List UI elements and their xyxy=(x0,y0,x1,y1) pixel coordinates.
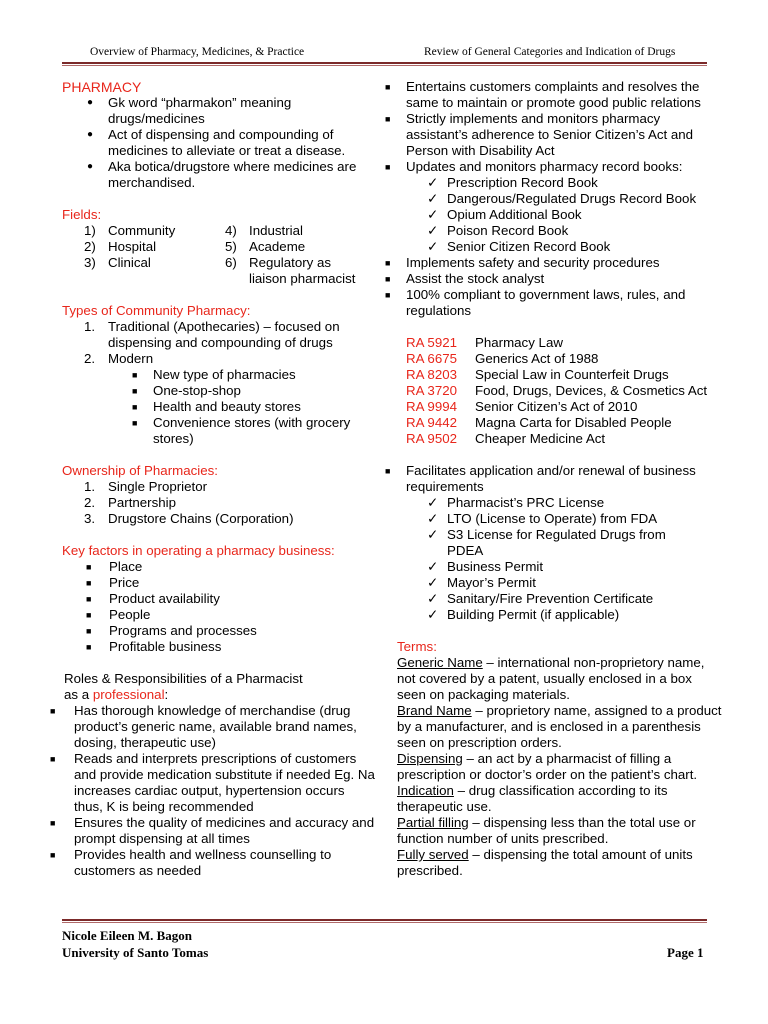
list-item: ✓ Dangerous/Regulated Drugs Record Book xyxy=(427,191,697,206)
fields-grid xyxy=(62,223,377,287)
list-item-text: Reads and interprets prescriptions of customers and provide medication substitute if needed Eg. Na increases cardiac output, hypertension occurs thus, K is being recommended xyxy=(74,751,375,814)
terms-section xyxy=(383,639,723,879)
list-item-text: Business Permit xyxy=(447,559,544,574)
list-item-text: Poison Record Book xyxy=(447,223,569,238)
requirements-list xyxy=(383,495,723,623)
header-rule-thin xyxy=(62,65,707,66)
term-definition: – proprietory name, assigned to a product by a manufacturer, and is enclosed in a parenthesis seen on prescription orders. xyxy=(397,703,722,750)
list-item-text: Price xyxy=(109,575,140,590)
term-definition: – drug classification according to its therapeutic use. xyxy=(397,783,668,814)
list-item: ✓ Sanitary/Fire Prevention Certificate xyxy=(427,591,654,606)
list-item: ● Gk word “pharmakon” meaning drugs/medicines xyxy=(87,95,292,126)
term-entry xyxy=(397,703,723,751)
law-row xyxy=(406,367,723,383)
list-item-text: Health and beauty stores xyxy=(153,399,301,414)
term-entry xyxy=(397,847,723,879)
list-item-text: Updates and monitors pharmacy record books: xyxy=(406,159,683,174)
list-item: 1. Traditional (Apothecaries) – focused on dispensing and compounding of drugs xyxy=(84,319,340,350)
list-item-text: S3 License for Regulated Drugs from PDEA xyxy=(447,527,666,558)
list-item-text: New type of pharmacies xyxy=(153,367,296,382)
law-name: Pharmacy Law xyxy=(475,335,563,350)
term-entry xyxy=(397,655,723,703)
list-item: ■ Price xyxy=(86,575,140,590)
list-item-text: Building Permit (if applicable) xyxy=(447,607,620,622)
list-item xyxy=(62,255,225,271)
term-definition: – dispensing less than the total use or function number of units prescribed. xyxy=(397,815,696,846)
list-item-text: Profitable business xyxy=(109,639,222,654)
term-label: Generic Name xyxy=(397,655,483,670)
list-item: ■ Convenience stores (with grocery stores) xyxy=(132,415,351,446)
list-item-text: Modern xyxy=(108,351,154,366)
list-item xyxy=(225,223,365,239)
list-item-text: Implements safety and security procedures xyxy=(406,255,660,270)
key-factors-heading: Key factors in operating a pharmacy business: xyxy=(62,543,335,558)
list-item: ✓ S3 License for Regulated Drugs from PDEA xyxy=(427,527,666,558)
pharmacy-heading: PHARMACY xyxy=(62,79,142,95)
ownership-heading: Ownership of Pharmacies: xyxy=(62,463,218,478)
list-item xyxy=(62,239,225,255)
list-item: ■ Health and beauty stores xyxy=(132,399,301,414)
list-item-text: Drugstore Chains (Corporation) xyxy=(108,511,294,526)
term-entry xyxy=(397,783,723,815)
term-entry xyxy=(397,815,723,847)
list-item-text: Facilitates application and/or renewal of business requirements xyxy=(406,463,696,494)
footer-rule-thin xyxy=(62,922,707,923)
list-item: ■ Entertains customers complaints and resolves the same to maintain or promote good public relations xyxy=(385,79,701,110)
list-item-text: Academe xyxy=(249,239,306,254)
list-item: ✓ Pharmacist’s PRC License xyxy=(427,495,605,510)
right-column xyxy=(383,79,723,879)
list-item: 2. Modern xyxy=(84,351,154,366)
footer-rule xyxy=(62,919,707,921)
roles-heading-line2: as a professional: xyxy=(64,687,169,702)
list-item: ✓ Business Permit xyxy=(427,559,544,574)
law-number: RA 8203 xyxy=(406,367,458,382)
law-number: RA 9502 xyxy=(406,431,458,446)
list-item: ■ Facilitates application and/or renewal of business requirements xyxy=(385,463,696,494)
item-number: 3) xyxy=(84,255,96,270)
terms-heading: Terms: xyxy=(397,639,437,654)
list-item-text: People xyxy=(109,607,151,622)
roles-list xyxy=(50,703,377,879)
term-entry xyxy=(397,751,723,783)
term-definition: – international non-proprietory name, not covered by a patent, usually enclosed in a box seen on packaging materials. xyxy=(397,655,705,702)
list-item-text: Act of dispensing and compounding of medicines to alleviate or treat a disease. xyxy=(108,127,346,158)
list-item: ■ Reads and interprets prescriptions of customers and provide medication substitute if needed Eg. Na increases cardiac output, hypertension occurs thus, K is being recommended xyxy=(50,751,375,814)
term-label: Brand Name xyxy=(397,703,472,718)
list-item-text: Community xyxy=(108,223,176,238)
list-item-text: Has thorough knowledge of merchandise (drug product’s generic name, available brand names, dosing, therapeutic use) xyxy=(74,703,357,750)
term-definition: – an act by a pharmacist of filling a prescription or doctor’s order on the patient’s chart. xyxy=(397,751,698,782)
page-number: Page 1 xyxy=(667,945,704,960)
term-label: Dispensing xyxy=(397,751,463,766)
record-books-list xyxy=(383,175,723,255)
list-item: ✓ Poison Record Book xyxy=(427,223,569,238)
professional-label: professional xyxy=(92,687,165,702)
list-item-text: Aka botica/drugstore where medicines are merchandised. xyxy=(108,159,357,190)
law-row xyxy=(406,383,723,399)
list-item xyxy=(225,239,365,255)
item-number: 4) xyxy=(225,223,237,238)
list-item-text: Provides health and wellness counselling to customers as needed xyxy=(74,847,332,878)
types-heading: Types of Community Pharmacy: xyxy=(62,303,251,318)
list-item: 1. Single Proprietor xyxy=(84,479,208,494)
list-item-text: Mayor’s Permit xyxy=(447,575,536,590)
list-item: ■ Place xyxy=(86,559,143,574)
list-item: ■ Ensures the quality of medicines and accuracy and prompt dispensing at all times xyxy=(50,815,375,846)
list-item-text: Assist the stock analyst xyxy=(406,271,545,286)
list-item: ■ Programs and processes xyxy=(86,623,257,638)
laws-table xyxy=(383,335,723,447)
list-item-text: Industrial xyxy=(249,223,303,238)
term-label: Indication xyxy=(397,783,454,798)
law-name: Senior Citizen’s Act of 2010 xyxy=(475,399,638,414)
list-item: ■ New type of pharmacies xyxy=(132,367,296,382)
left-column xyxy=(50,79,377,879)
duties-list xyxy=(383,79,723,175)
list-item-text: Programs and processes xyxy=(109,623,257,638)
law-row xyxy=(406,415,723,431)
list-item: ■ Assist the stock analyst xyxy=(385,271,545,286)
list-item-text: Sanitary/Fire Prevention Certificate xyxy=(447,591,654,606)
law-number: RA 9994 xyxy=(406,399,458,414)
list-item-text: Senior Citizen Record Book xyxy=(447,239,611,254)
header-right-title: Review of General Categories and Indication of Drugs xyxy=(424,46,676,58)
list-item-text: Opium Additional Book xyxy=(447,207,582,222)
list-item: ■ 100% compliant to government laws, rules, and regulations xyxy=(385,287,686,318)
list-item: ■ Updates and monitors pharmacy record books: xyxy=(385,159,683,174)
header-left-title: Overview of Pharmacy, Medicines, & Practice xyxy=(90,46,305,58)
list-item xyxy=(225,255,365,287)
list-item: ■ Profitable business xyxy=(86,639,222,654)
list-item: ■ Provides health and wellness counselling to customers as needed xyxy=(50,847,332,878)
key-factors-list xyxy=(62,559,377,655)
list-item: ✓ Opium Additional Book xyxy=(427,207,582,222)
list-item: ■ One-stop-shop xyxy=(132,383,241,398)
list-item-text: Regulatory as liaison pharmacist xyxy=(249,255,356,286)
pharmacy-list xyxy=(62,95,377,191)
list-item: ✓ Prescription Record Book xyxy=(427,175,598,190)
list-item-text: Prescription Record Book xyxy=(447,175,598,190)
law-row xyxy=(406,335,723,351)
list-item-text: LTO (License to Operate) from FDA xyxy=(447,511,658,526)
law-row xyxy=(406,399,723,415)
list-item: ● Act of dispensing and compounding of medicines to alleviate or treat a disease. xyxy=(87,127,346,158)
header-rule xyxy=(62,62,707,64)
item-number: 1) xyxy=(84,223,96,238)
law-name: Magna Carta for Disabled People xyxy=(475,415,672,430)
list-item-text: Strictly implements and monitors pharmacy assistant’s adherence to Senior Citizen’s Act and Person with Disability Act xyxy=(406,111,694,158)
facilitates-list xyxy=(383,463,723,495)
list-item: ■ Strictly implements and monitors pharmacy assistant’s adherence to Senior Citizen’s Act and Person with Disability Act xyxy=(385,111,694,158)
list-item-text: Dangerous/Regulated Drugs Record Book xyxy=(447,191,697,206)
list-item-text: 100% compliant to government laws, rules, and regulations xyxy=(406,287,686,318)
law-name: Special Law in Counterfeit Drugs xyxy=(475,367,669,382)
law-number: RA 5921 xyxy=(406,335,458,350)
law-number: RA 3720 xyxy=(406,383,458,398)
roles-heading-line1: Roles & Responsibilities of a Pharmacist xyxy=(64,671,303,686)
law-number: RA 6675 xyxy=(406,351,458,366)
item-number: 2) xyxy=(84,239,96,254)
list-item: ✓ Mayor’s Permit xyxy=(427,575,536,590)
list-item-text: Ensures the quality of medicines and accuracy and prompt dispensing at all times xyxy=(74,815,375,846)
list-item-text: Partnership xyxy=(108,495,176,510)
list-item: ■ Implements safety and security procedures xyxy=(385,255,660,270)
list-item-text: Product availability xyxy=(109,591,220,606)
list-item: ■ Has thorough knowledge of merchandise (drug product’s generic name, available brand names, dosing, therapeutic use) xyxy=(50,703,357,750)
law-row xyxy=(406,431,723,447)
list-item-text: Place xyxy=(109,559,143,574)
law-number: RA 9442 xyxy=(406,415,458,430)
law-name: Cheaper Medicine Act xyxy=(475,431,606,446)
term-definition: – dispensing the total amount of units prescribed. xyxy=(397,847,693,878)
law-name: Generics Act of 1988 xyxy=(475,351,599,366)
list-item: ■ People xyxy=(86,607,151,622)
law-row xyxy=(406,351,723,367)
term-label: Fully served xyxy=(397,847,469,862)
list-item xyxy=(62,223,225,239)
university-name: University of Santo Tomas xyxy=(62,945,209,960)
list-item-text: Entertains customers complaints and resolves the same to maintain or promote good public relations xyxy=(406,79,701,110)
list-item-text: Traditional (Apothecaries) – focused on dispensing and compounding of drugs xyxy=(108,319,340,350)
list-item: 2. Partnership xyxy=(84,495,176,510)
list-item-text: Pharmacist’s PRC License xyxy=(447,495,605,510)
fields-heading: Fields: xyxy=(62,207,102,222)
author-name: Nicole Eileen M. Bagon xyxy=(62,928,192,943)
law-name: Food, Drugs, Devices, & Cosmetics Act xyxy=(475,383,708,398)
list-item: ✓ Building Permit (if applicable) xyxy=(427,607,620,622)
list-item-text: Gk word “pharmakon” meaning drugs/medicines xyxy=(108,95,292,126)
modern-sublist xyxy=(62,367,377,447)
list-item: ● Aka botica/drugstore where medicines are merchandised. xyxy=(87,159,357,190)
item-number: 6) xyxy=(225,255,237,270)
list-item: ✓ Senior Citizen Record Book xyxy=(427,239,611,254)
list-item-text: One-stop-shop xyxy=(153,383,241,398)
list-item-text: Clinical xyxy=(108,255,151,270)
duties-list-2 xyxy=(383,255,723,319)
item-number: 5) xyxy=(225,239,237,254)
list-item: ■ Product availability xyxy=(86,591,220,606)
list-item-text: Hospital xyxy=(108,239,157,254)
list-item-text: Single Proprietor xyxy=(108,479,208,494)
list-item-text: Convenience stores (with grocery stores) xyxy=(153,415,351,446)
list-item: ✓ LTO (License to Operate) from FDA xyxy=(427,511,658,526)
term-label: Partial filling xyxy=(397,815,469,830)
list-item: 3. Drugstore Chains (Corporation) xyxy=(84,511,294,526)
